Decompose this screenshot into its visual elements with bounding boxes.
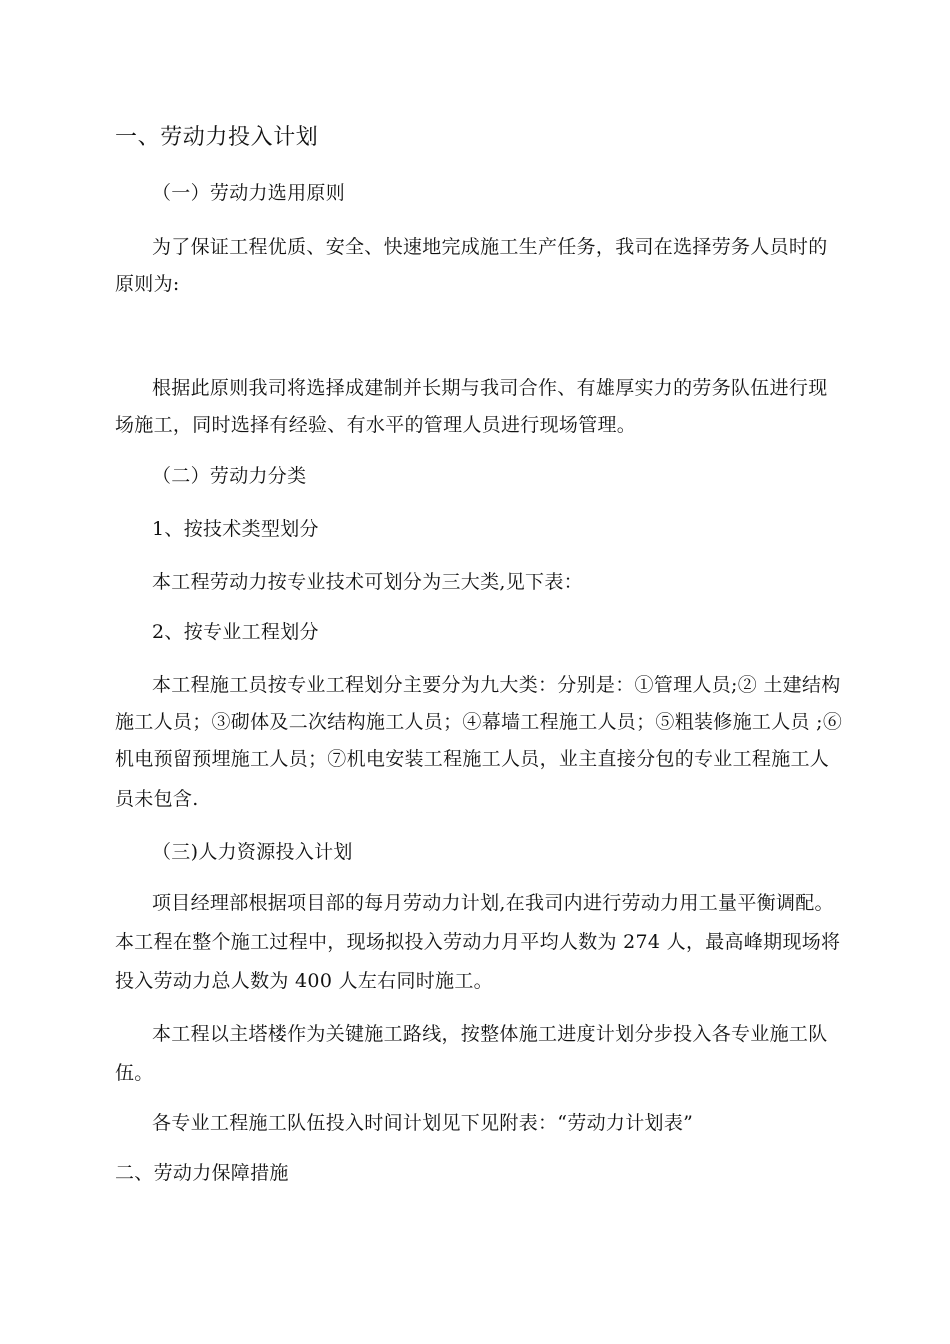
paragraph-line: 施工人员；③砌体及二次结构施工人员；④幕墙工程施工人员；⑤粗装修施工人员 ;⑥ [115,711,843,733]
paragraph-line: 项目经理部根据项目部的每月劳动力计划,在我司内进行劳动力用工量平衡调配。 [152,892,834,914]
section-title-labor-plan: 一、劳动力投入计划 [115,125,319,150]
list-item-heading: 1、按技术类型划分 [152,518,319,540]
section-title-labor-guarantee: 二、劳动力保障措施 [115,1162,289,1184]
paragraph-line: 投入劳动力总人数为 400 人左右同时施工。 [115,970,493,992]
subsection-heading-hr-plan: （三)人力资源投入计划 [152,841,353,863]
paragraph-line: 员未包含. [115,788,199,810]
paragraph-line: 本工程劳动力按专业技术可划分为三大类,见下表： [152,571,583,593]
paragraph-line: 本工程在整个施工过程中，现场拟投入劳动力月平均人数为 274 人，最高峰期现场将 [115,931,841,953]
paragraph-line: 原则为: [115,273,180,295]
subsection-heading-labor-classification: （二）劳动力分类 [152,465,307,487]
subsection-heading-selection-principle: （一）劳动力选用原则 [152,182,346,204]
paragraph-line: 场施工，同时选择有经验、有水平的管理人员进行现场管理。 [115,414,637,436]
paragraph-line: 为了保证工程优质、安全、快速地完成施工生产任务，我司在选择劳务人员时的 [152,236,828,258]
paragraph-line: 伍。 [115,1062,154,1084]
list-item-heading: 2、按专业工程划分 [152,621,319,643]
paragraph-line: 根据此原则我司将选择成建制并长期与我司合作、有雄厚实力的劳务队伍进行现 [152,377,828,399]
paragraph-line: 本工程以主塔楼作为关键施工路线，按整体施工进度计划分步投入各专业施工队 [152,1023,828,1045]
paragraph-line: 机电预留预埋施工人员；⑦机电安装工程施工人员，业主直接分包的专业工程施工人 [115,748,830,770]
paragraph-line: 各专业工程施工队伍投入时间计划见下见附表：“劳动力计划表” [152,1112,694,1134]
paragraph-line: 本工程施工员按专业工程划分主要分为九大类：分别是：①管理人员;② 土建结构 [152,674,841,696]
